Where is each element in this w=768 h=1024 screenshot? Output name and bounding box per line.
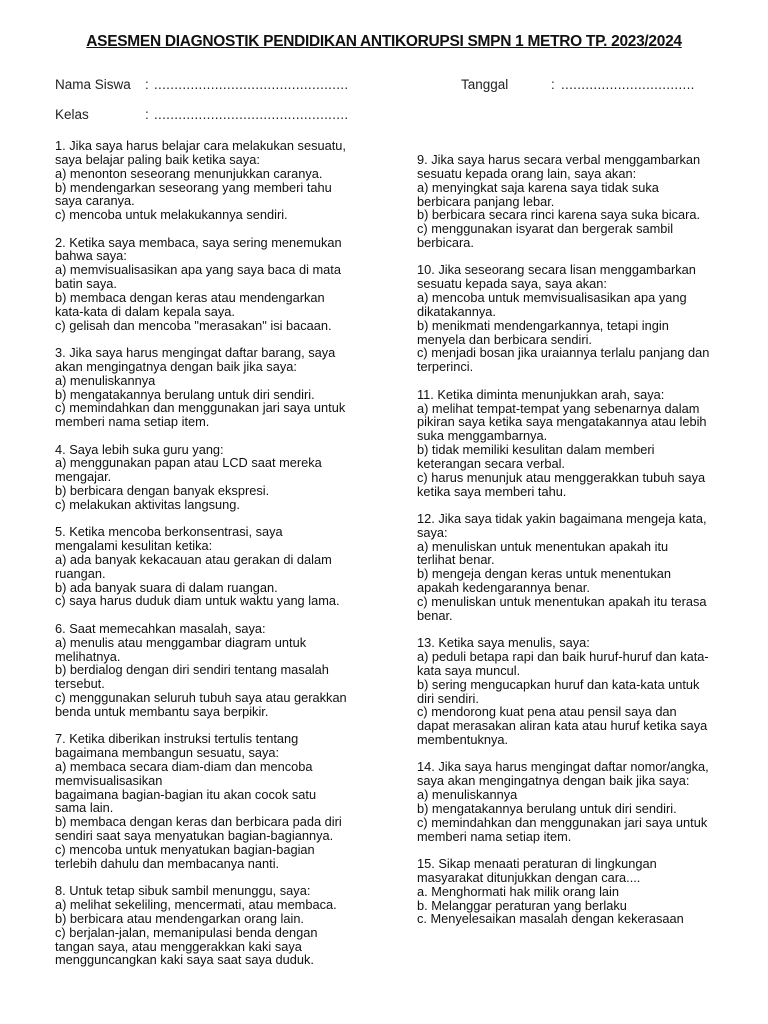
question-line: memberi nama setiap item.	[417, 828, 572, 844]
date-label: Tanggal	[461, 77, 509, 92]
question-line: kata-kata di dalam kepala saya.	[55, 303, 235, 319]
question-line: terperinci.	[417, 359, 474, 375]
question-line: batin saya.	[55, 276, 117, 292]
question-5	[55, 525, 373, 608]
question-line: berbicara.	[417, 235, 474, 251]
question-line: a) menulis atau menggambar diagram untuk	[55, 634, 307, 650]
question-line: c. Menyelesaikan masalah dengan kekerasaan	[417, 911, 684, 927]
question-line: apakah kedengarannya benar.	[417, 580, 590, 596]
question-7	[55, 732, 373, 870]
question-line: c) menggunakan isyarat dan bergerak sambil	[417, 221, 674, 237]
question-line: suka menggambarnya.	[417, 428, 548, 444]
question-line: sesuatu kepada saya, saya akan:	[417, 276, 607, 292]
question-line: a) menonton seseorang menunjukkan caranya.	[55, 165, 323, 181]
question-line: b) ada banyak suara di dalam ruangan.	[55, 579, 278, 595]
question-text: 7. Ketika diberikan instruksi tertulis tentang	[55, 731, 299, 747]
question-line: a) memvisualisasikan apa yang saya baca di mata	[55, 262, 341, 278]
question-line: dapat merasakan aliran kata atau huruf ketika saya	[417, 718, 708, 734]
question-line: a) menuliskannya	[417, 787, 518, 803]
question-line: tangan saya, atau menggerakkan kaki saya	[55, 938, 302, 954]
question-line: c) menggunakan seluruh tubuh saya atau gerakkan	[55, 690, 347, 706]
question-line: benda untuk membantu saya berpikir.	[55, 703, 269, 719]
question-line: bagaimana membangun sesuatu, saya:	[55, 745, 280, 761]
question-line: b) berbicara atau mendengarkan orang lain.	[55, 910, 304, 926]
question-line: c) harus menunjuk atau menggerakkan tubuh saya	[417, 469, 706, 485]
question-line: a) membaca secara diam-diam dan mencoba	[55, 758, 313, 774]
question-line: sendiri saat saya menyatukan bagian-bagiannya.	[55, 828, 334, 844]
question-line: a) menuliskannya	[55, 372, 156, 388]
question-line: c) mencoba untuk melakukannya sendiri.	[55, 207, 288, 223]
question-line: saya belajar paling baik ketika saya:	[55, 151, 260, 167]
right-question-column	[417, 153, 739, 940]
question-14	[417, 760, 739, 843]
question-line: a) melihat sekeliling, mencermati, atau membaca.	[55, 897, 337, 912]
question-line: mengguncangkan kaki saya saat saya duduk.	[55, 952, 314, 968]
question-text: 11. Ketika diminta menunjukkan arah, saya:	[417, 386, 665, 402]
question-text: 8. Untuk tetap sibuk sambil menunggu, saya:	[55, 883, 311, 899]
question-line: saya:	[417, 524, 448, 540]
question-text: 15. Sikap menaati peraturan di lingkungan	[417, 855, 657, 871]
question-line: c) mendorong kuat pena atau pensil saya dan	[417, 704, 677, 720]
class-blank[interactable]: ................................................	[154, 107, 349, 122]
question-line: melihatnya.	[55, 648, 121, 664]
question-text: 6. Saat memecahkan masalah, saya:	[55, 620, 266, 636]
question-line: terlebih dahulu dan membacanya nanti.	[55, 855, 280, 871]
date-separator: :	[551, 77, 555, 92]
question-line: a) peduli betapa rapi dan baik huruf-huruf dan kata-	[417, 649, 709, 664]
question-line: membentuknya.	[417, 732, 509, 748]
question-line: b) berbicara secara rinci karena saya suka bicara.	[417, 207, 701, 223]
question-line: bahwa saya:	[55, 248, 127, 264]
question-line: a. Menghormati hak milik orang lain	[417, 883, 620, 899]
student-name-label: Nama Siswa	[55, 77, 131, 92]
question-line: sesuatu kepada orang lain, saya akan:	[417, 165, 637, 181]
question-line: b) membaca dengan keras atau mendengarkan	[55, 289, 325, 305]
question-line: b) mendengarkan seseorang yang memberi tahu	[55, 179, 332, 195]
question-1	[55, 139, 373, 222]
question-line: a) menyingkat saja karena saya tidak suka	[417, 179, 659, 195]
question-line: benar.	[417, 607, 453, 623]
question-line: c) berjalan-jalan, memanipulasi benda dengan	[55, 924, 318, 940]
question-text: 2. Ketika saya membaca, saya sering menemukan	[55, 234, 342, 250]
question-text: 5. Ketika mencoba berkonsentrasi, saya	[55, 524, 283, 540]
question-line: b) mengatakannya berulang untuk diri sendiri.	[55, 386, 315, 402]
class-separator: :	[145, 107, 149, 122]
question-10	[417, 263, 739, 374]
question-line: ruangan.	[55, 565, 106, 581]
question-13	[417, 636, 739, 747]
question-line: ketika saya memberi tahu.	[417, 483, 567, 499]
question-line: b) mengatakannya berulang untuk diri sendiri.	[417, 800, 677, 816]
question-3	[55, 346, 373, 429]
student-name-separator: :	[145, 77, 149, 92]
question-line: c) memindahkan dan menggunakan jari saya untuk	[417, 814, 708, 830]
question-12	[417, 512, 739, 623]
question-line: b) berbicara dengan banyak ekspresi.	[55, 483, 270, 499]
question-6	[55, 622, 373, 719]
page-title: ASESMEN DIAGNOSTIK PENDIDIKAN ANTIKORUPSI SMPN 1 METRO TP. 2023/2024	[86, 33, 682, 50]
question-line: kata saya muncul.	[417, 662, 521, 678]
question-line: c) melakukan aktivitas langsung.	[55, 496, 240, 512]
question-line: saya akan mengingatnya dengan baik jika saya:	[417, 773, 690, 789]
question-9	[417, 153, 739, 250]
question-text: 4. Saya lebih suka guru yang:	[55, 441, 224, 457]
question-line: a) ada banyak kekacauan atau gerakan di dalam	[55, 551, 332, 567]
question-line: memberi nama setiap item.	[55, 414, 210, 430]
question-text: 10. Jika seseorang secara lisan menggambarkan	[417, 262, 696, 278]
student-name-field[interactable]	[55, 77, 349, 92]
question-text: 14. Jika saya harus mengingat daftar nomor/angka,	[417, 759, 709, 775]
question-line: b) menikmati mendengarkannya, tetapi ingin	[417, 317, 669, 333]
question-line: c) gelisah dan mencoba "merasakan" isi bacaan.	[55, 317, 332, 333]
question-8	[55, 884, 373, 967]
question-line: b) tidak memiliki kesulitan dalam memberi	[417, 442, 655, 458]
question-line: c) menuliskan untuk menentukan apakah itu terasa	[417, 593, 707, 609]
question-11	[417, 388, 739, 499]
question-line: pikiran saya ketika saya mengatakannya atau lebih	[417, 414, 707, 430]
question-4	[55, 443, 373, 512]
class-field[interactable]	[55, 107, 349, 122]
question-2	[55, 236, 373, 333]
question-text: 12. Jika saya tidak yakin bagaimana mengeja kata,	[417, 510, 707, 526]
question-line: saya caranya.	[55, 193, 135, 209]
date-field[interactable]	[461, 77, 695, 92]
left-question-column	[55, 139, 373, 981]
question-text: 9. Jika saya harus secara verbal menggambarkan	[417, 152, 701, 167]
question-line: memvisualisasikan	[55, 772, 163, 788]
question-line: b. Melanggar peraturan yang berlaku	[417, 897, 627, 913]
question-line: masyarakat ditunjukkan dengan cara....	[417, 869, 641, 885]
question-text: 1. Jika saya harus belajar cara melakukan sesuatu,	[55, 138, 346, 153]
question-line: b) membaca dengan keras dan berbicara pada diri	[55, 814, 342, 830]
date-blank[interactable]: .................................	[561, 77, 695, 92]
question-text: 13. Ketika saya menulis, saya:	[417, 635, 590, 651]
question-line: berbicara panjang lebar.	[417, 193, 555, 209]
question-line: b) mengeja dengan keras untuk menentukan	[417, 566, 671, 582]
question-line: dikatakannya.	[417, 303, 496, 319]
question-line: b) berdialog dengan diri sendiri tentang masalah	[55, 662, 329, 678]
question-line: mengajar.	[55, 469, 112, 485]
question-line: a) menggunakan papan atau LCD saat mereka	[55, 455, 322, 471]
question-line: c) menjadi bosan jika uraiannya terlalu panjang dan	[417, 345, 710, 361]
question-line: keterangan secara verbal.	[417, 455, 565, 471]
question-line: akan mengingatnya dengan baik jika saya:	[55, 358, 297, 374]
question-line: a) mencoba untuk memvisualisasikan apa yang	[417, 290, 687, 306]
class-label: Kelas	[55, 107, 89, 122]
question-line: c) saya harus duduk diam untuk waktu yang lama.	[55, 593, 340, 609]
question-line: terlihat benar.	[417, 552, 495, 568]
question-line: tersebut.	[55, 676, 105, 692]
student-name-blank[interactable]: ................................................	[154, 77, 349, 92]
question-line: c) mencoba untuk menyatukan bagian-bagian	[55, 841, 315, 857]
question-15	[417, 857, 739, 926]
question-text: 3. Jika saya harus mengingat daftar barang, saya	[55, 344, 336, 360]
question-line: b) sering mengucapkan huruf dan kata-kata untuk	[417, 676, 700, 692]
question-line: c) memindahkan dan menggunakan jari saya untuk	[55, 400, 346, 416]
question-line: a) melihat tempat-tempat yang sebenarnya dalam	[417, 400, 700, 416]
question-line: mengalami kesulitan ketika:	[55, 538, 213, 554]
question-line: a) menuliskan untuk menentukan apakah itu	[417, 538, 669, 554]
question-line: menyela dan berbicara sendiri.	[417, 331, 592, 347]
question-line: diri sendiri.	[417, 690, 479, 706]
question-line: bagaimana bagian-bagian itu akan cocok satu	[55, 786, 317, 802]
question-line: sama lain.	[55, 800, 114, 816]
